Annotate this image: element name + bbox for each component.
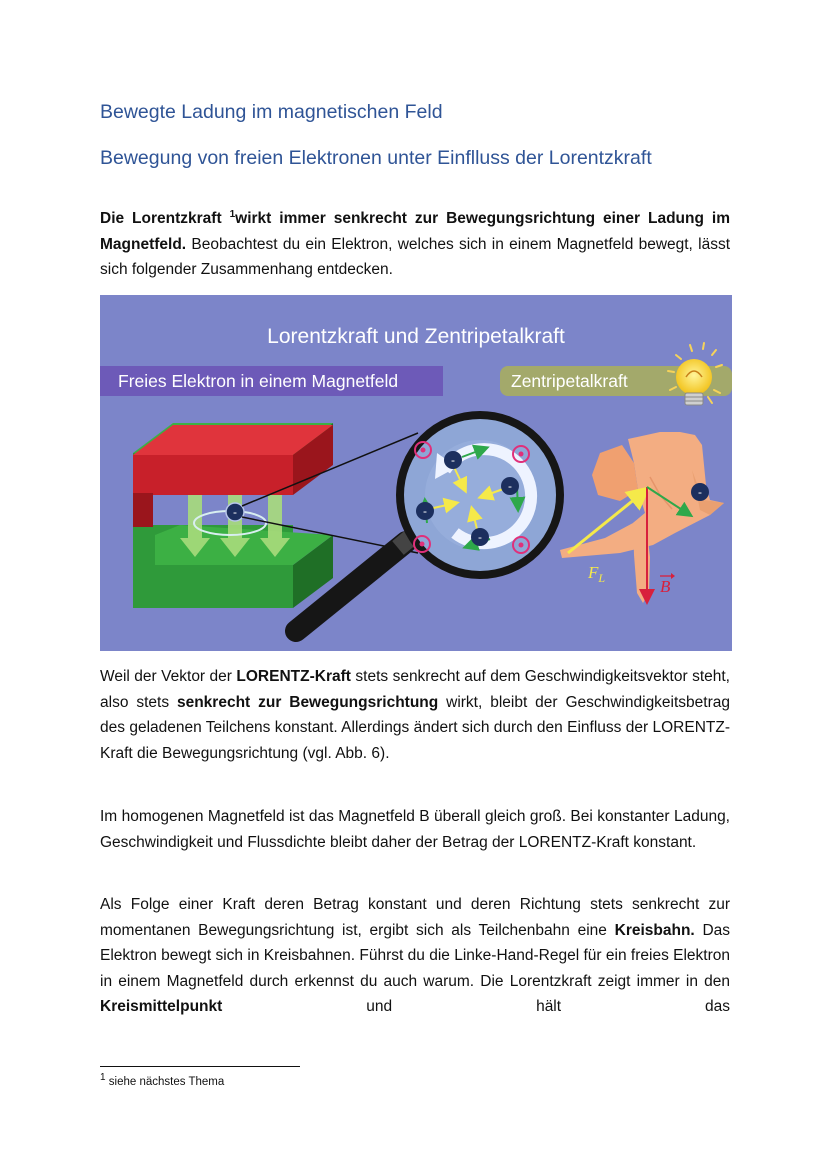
page-title: Bewegte Ladung im magnetischen Feld — [100, 101, 443, 123]
svg-text:-: - — [698, 485, 702, 499]
paragraph-3: Als Folge einer Kraft deren Betrag konstant und deren Richtung stets senkrecht zur momentanen Bewegungsrichtung ist, ergibt sich als Teilchenbahn eine Kreisbahn. Das Elektron bewegt sich in Kreisbahnen. Führst du die Linke-Hand-Regel für ein freies Elektron in einem Magnetfeld durch erkennst du auch warum. Die Lorentzkraft zeigt immer in den Kreismittelpunkt und hält das — [100, 896, 731, 1015]
svg-text:-: - — [423, 504, 427, 518]
senkrecht-bold: senkrecht zur Bewegungsrichtung — [176, 693, 439, 711]
page-subtitle: Bewegung von freien Elektronen unter Einflluss der Lorentzkraft — [100, 147, 652, 169]
magnifier-lens — [400, 415, 560, 575]
electron-lens-1 — [444, 451, 462, 469]
paragraph-2: Im homogenen Magnetfeld ist das Magnetfeld B überall gleich groß. Bei konstanter Ladung, Geschwindigkeit und Flussdichte bleibt daher der Betrag der LORENTZ-Kraft konstant. — [100, 808, 730, 851]
figure-title: Lorentzkraft und Zentripetalkraft — [267, 325, 565, 348]
electron-lens-2 — [501, 477, 519, 495]
footnote-text: siehe nächstes Thema — [105, 1076, 225, 1088]
intro-text: Beobachtest du ein Elektron, welches sich in einem Magnetfeld bewegt, lässt sich folgender Zusammenhang entdecken. — [100, 235, 730, 278]
lorentz-figure — [100, 295, 732, 651]
force-label: $F_L$ — [588, 563, 606, 585]
footnote-marker: 1 — [100, 1072, 106, 1084]
electron-lens-4 — [471, 528, 489, 546]
lorentz-bold: LORENTZ-Kraft — [236, 668, 351, 685]
kreismittelpunkt-bold: Kreismittelpunkt — [100, 998, 223, 1015]
electron-lens-3 — [416, 502, 434, 520]
footnote — [100, 1072, 225, 1088]
footnote-divider — [100, 1066, 300, 1067]
svg-text:-: - — [508, 479, 512, 493]
electron-magnet — [226, 503, 244, 521]
footnote-ref[interactable]: 1 — [229, 208, 236, 220]
intro-paragraph — [100, 206, 730, 283]
paragraph-1: Weil der Vektor der LORENTZ-Kraft stets senkrecht auf dem Geschwindigkeitsvektor steht, also stets senkrecht zur Bewegungsrichtung wirkt, bleibt der Geschwindigkeitsbetrag des geladenen Teilchens konstant. Allerdings ändert sich durch den Einfluss der LORENTZ-Kraft die Bewegungsrichtung (vgl. Abb. 6). — [100, 668, 731, 762]
svg-text:-: - — [233, 505, 237, 519]
right-label: Zentripetalkraft — [511, 371, 628, 391]
intro-bold-2: wirkt immer senkrecht zur Bewegungsrichtung einer Ladung im Magnetfeld. — [100, 210, 730, 253]
svg-text:-: - — [451, 453, 455, 467]
kreisbahn-bold: Kreisbahn. — [614, 921, 695, 939]
left-label: Freies Elektron in einem Magnetfeld — [118, 371, 399, 391]
field-label: B — [660, 577, 671, 596]
electron-hand — [691, 483, 709, 501]
svg-text:-: - — [478, 530, 482, 544]
intro-bold-1: Die Lorentzkraft — [100, 210, 230, 227]
